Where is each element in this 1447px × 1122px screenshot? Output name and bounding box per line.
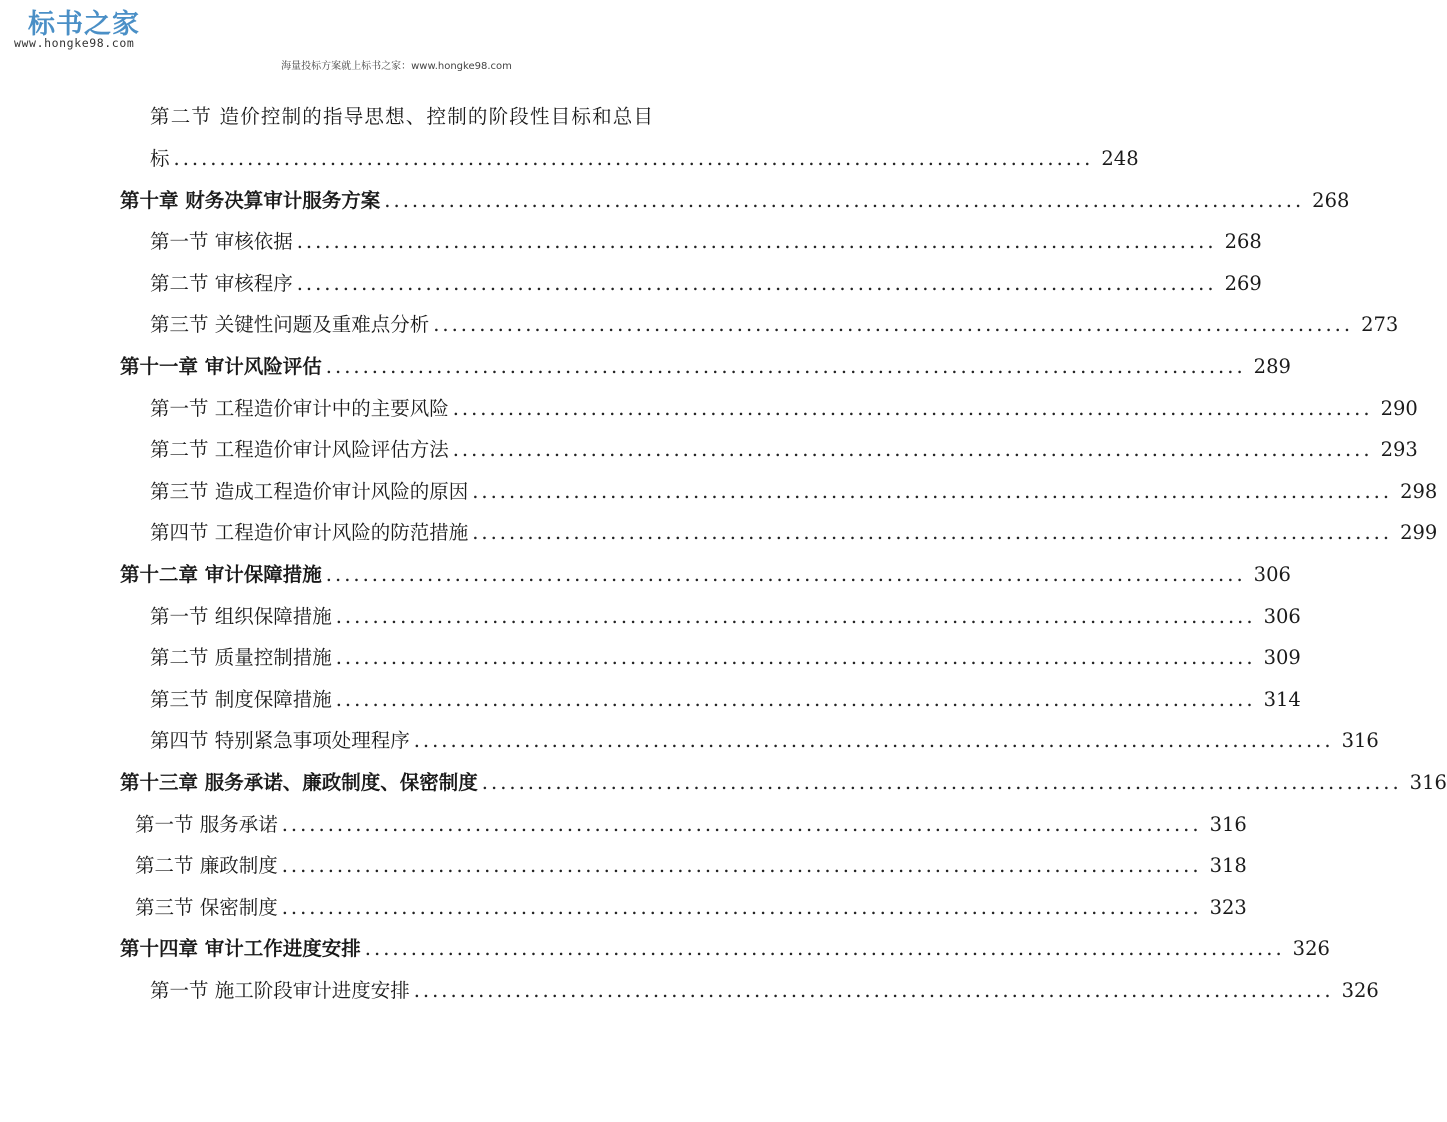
dot-leader: .................................................................................................... bbox=[452, 438, 1373, 461]
toc-page-number: 290 bbox=[1380, 397, 1418, 420]
toc-label: 第二节 质量控制措施 bbox=[150, 646, 332, 669]
toc-label: 第三节 保密制度 bbox=[135, 896, 278, 919]
toc-label: 第一节 审核依据 bbox=[150, 230, 293, 253]
toc-label: 第三节 关键性问题及重难点分析 bbox=[150, 313, 430, 336]
toc-label: 第一节 施工阶段审计进度安排 bbox=[150, 979, 410, 1002]
toc-page-number: 318 bbox=[1209, 854, 1247, 877]
toc-label: 第二节 审核程序 bbox=[150, 272, 293, 295]
toc-label: 标 bbox=[150, 147, 170, 170]
toc-page-number: 316 bbox=[1341, 729, 1379, 752]
dot-leader: .................................................................................................... bbox=[335, 605, 1256, 628]
toc-label: 第三节 制度保障措施 bbox=[150, 688, 332, 711]
toc-chapter-entry[interactable] bbox=[120, 188, 1350, 214]
toc-label: 第十章 财务决算审计服务方案 bbox=[120, 189, 381, 212]
header-note: 海量投标方案就上标书之家：www.hongke98.com bbox=[281, 61, 512, 72]
toc-section-entry[interactable] bbox=[150, 479, 1438, 505]
toc-page-number: 306 bbox=[1263, 605, 1301, 628]
toc-section-entry[interactable] bbox=[150, 271, 1262, 297]
toc-page-number: 323 bbox=[1209, 896, 1247, 919]
toc-label: 第一节 服务承诺 bbox=[135, 813, 278, 836]
toc-page-number: 273 bbox=[1361, 313, 1399, 336]
toc-chapter-entry[interactable] bbox=[120, 936, 1330, 962]
toc-page-number: 269 bbox=[1224, 272, 1262, 295]
logo-url: www.hongke98.com bbox=[14, 36, 135, 50]
toc-section-entry[interactable] bbox=[150, 978, 1379, 1004]
dot-leader: .................................................................................................... bbox=[384, 189, 1305, 212]
toc-section-entry[interactable] bbox=[150, 312, 1399, 338]
toc-label: 第四节 工程造价审计风险的防范措施 bbox=[150, 521, 469, 544]
dot-leader: .................................................................................................... bbox=[472, 480, 1393, 503]
toc-label: 第四节 特别紧急事项处理程序 bbox=[150, 729, 410, 752]
dot-leader: .................................................................................................... bbox=[335, 646, 1256, 669]
dot-leader: .................................................................................................... bbox=[335, 688, 1256, 711]
toc-page-number: 309 bbox=[1263, 646, 1301, 669]
toc-page-number: 268 bbox=[1312, 189, 1350, 212]
toc-chapter-entry[interactable] bbox=[120, 562, 1291, 588]
dot-leader: .................................................................................................... bbox=[472, 521, 1393, 544]
toc-section-entry[interactable] bbox=[150, 396, 1418, 422]
toc-label: 第十三章 服务承诺、廉政制度、保密制度 bbox=[120, 771, 478, 794]
toc-label: 第十四章 审计工作进度安排 bbox=[120, 937, 361, 960]
toc-page-number: 248 bbox=[1101, 147, 1139, 170]
toc-page-number: 326 bbox=[1292, 937, 1330, 960]
toc-page-number: 268 bbox=[1224, 230, 1262, 253]
dot-leader: .................................................................................................... bbox=[296, 230, 1217, 253]
dot-leader: .................................................................................................... bbox=[325, 563, 1246, 586]
dot-leader: .................................................................................................... bbox=[413, 729, 1334, 752]
dot-leader: .................................................................................................... bbox=[281, 854, 1202, 877]
toc-page-number: 314 bbox=[1263, 688, 1301, 711]
toc-label: 第十一章 审计风险评估 bbox=[120, 355, 322, 378]
toc-section-entry[interactable] bbox=[135, 812, 1247, 838]
dot-leader: .................................................................................................... bbox=[413, 979, 1334, 1002]
toc-section-entry[interactable] bbox=[150, 437, 1418, 463]
toc-label: 第一节 工程造价审计中的主要风险 bbox=[150, 397, 449, 420]
toc-page-number: 316 bbox=[1209, 813, 1247, 836]
dot-leader: .................................................................................................... bbox=[173, 147, 1094, 170]
toc-page-number: 306 bbox=[1253, 563, 1291, 586]
toc-page-number: 289 bbox=[1253, 355, 1291, 378]
logo-title: 标书之家 bbox=[28, 9, 140, 40]
toc-label: 第一节 组织保障措施 bbox=[150, 605, 332, 628]
toc-section-entry[interactable] bbox=[135, 895, 1247, 921]
toc-page-number: 299 bbox=[1400, 521, 1438, 544]
dot-leader: .................................................................................................... bbox=[281, 813, 1202, 836]
dot-leader: .................................................................................................... bbox=[433, 313, 1354, 336]
toc-label: 第三节 造成工程造价审计风险的原因 bbox=[150, 480, 469, 503]
dot-leader: .................................................................................................... bbox=[481, 771, 1402, 794]
toc-section-entry[interactable] bbox=[150, 687, 1301, 713]
toc-page-number: 293 bbox=[1380, 438, 1418, 461]
dot-leader: .................................................................................................... bbox=[281, 896, 1202, 919]
toc-page-number: 326 bbox=[1341, 979, 1379, 1002]
toc-chapter-entry[interactable] bbox=[120, 770, 1447, 796]
dot-leader: .................................................................................................... bbox=[452, 397, 1373, 420]
toc-section-entry[interactable] bbox=[150, 229, 1262, 255]
toc-section-entry[interactable] bbox=[150, 728, 1379, 754]
toc-page-number: 298 bbox=[1400, 480, 1438, 503]
toc-chapter-entry[interactable] bbox=[120, 354, 1291, 380]
dot-leader: .................................................................................................... bbox=[325, 355, 1246, 378]
toc-section-entry[interactable] bbox=[150, 604, 1301, 630]
toc-entry-wrapped-line2[interactable] bbox=[150, 146, 1139, 172]
toc-section-entry[interactable] bbox=[135, 853, 1247, 879]
toc-label: 第二节 工程造价审计风险评估方法 bbox=[150, 438, 449, 461]
toc-label: 第二节 廉政制度 bbox=[135, 854, 278, 877]
dot-leader: .................................................................................................... bbox=[296, 272, 1217, 295]
toc-label: 第十二章 审计保障措施 bbox=[120, 563, 322, 586]
toc-section-entry[interactable] bbox=[150, 645, 1301, 671]
dot-leader: .................................................................................................... bbox=[364, 937, 1285, 960]
toc-entry-wrapped-line1: 第二节 造价控制的指导思想、控制的阶段性目标和总目 bbox=[150, 105, 655, 128]
site-logo bbox=[6, 2, 166, 54]
toc-section-entry[interactable] bbox=[150, 520, 1438, 546]
toc-page-number: 316 bbox=[1409, 771, 1447, 794]
